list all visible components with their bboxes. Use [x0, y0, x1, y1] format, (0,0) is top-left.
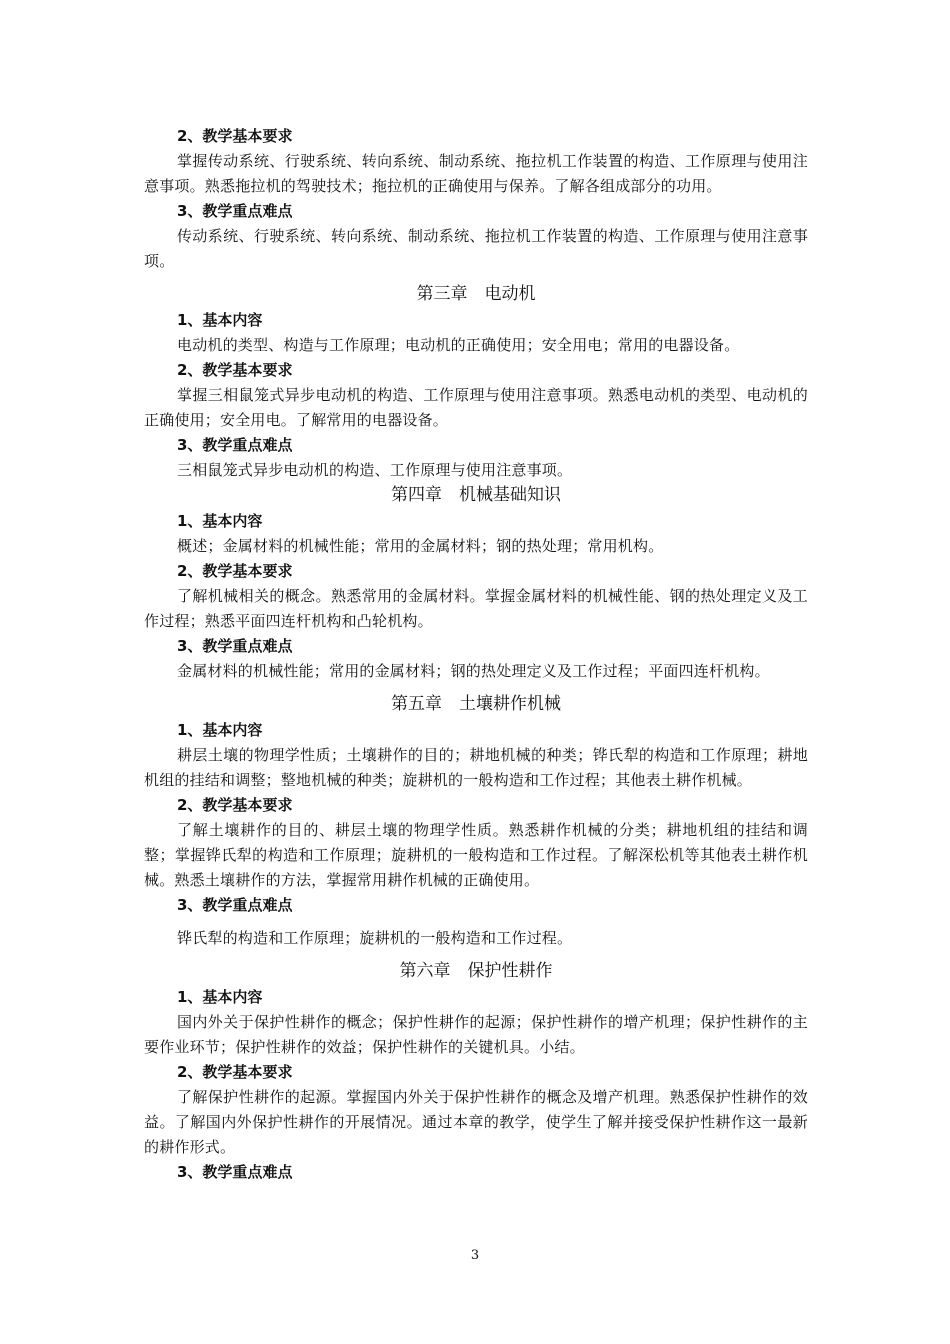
chapter-3-title: 第三章 电动机 — [416, 284, 536, 304]
ch5-key-points-text: 铧氏犁的构造和工作原理；旋耕机的一般构造和工作过程。 — [177, 929, 573, 947]
ch2-requirements-heading: 2、教学基本要求 — [177, 127, 293, 145]
ch5-content-heading: 1、基本内容 — [177, 721, 263, 739]
page-number: 3 — [470, 1248, 480, 1263]
chapter-6-title: 第六章 保护性耕作 — [399, 961, 553, 981]
ch3-requirements-text: 掌握三相鼠笼式异步电动机的构造、工作原理与使用注意事项。熟悉电动机的类型、电动机的正确使用；安全用电。了解常用的电器设备。 — [144, 386, 808, 429]
ch3-content-text: 电动机的类型、构造与工作原理；电动机的正确使用；安全用电；常用的电器设备。 — [177, 336, 740, 354]
ch5-key-points-heading: 3、教学重点难点 — [177, 896, 293, 914]
chapter-4-title: 第四章 机械基础知识 — [391, 485, 561, 505]
ch4-key-points-heading: 3、教学重点难点 — [177, 637, 293, 655]
page-content — [144, 124, 808, 1185]
ch3-requirements-heading: 2、教学基本要求 — [177, 361, 293, 379]
ch6-content-heading: 1、基本内容 — [177, 988, 263, 1006]
ch6-requirements-text: 了解保护性耕作的起源。掌握国内外关于保护性耕作的概念及增产机理。熟悉保护性耕作的效益。了解国内外保护性耕作的开展情况。通过本章的教学，使学生了解并接受保护性耕作这一最新的耕作形式。 — [144, 1088, 808, 1156]
ch5-requirements-heading: 2、教学基本要求 — [177, 796, 293, 814]
ch4-requirements-text: 了解机械相关的概念。熟悉常用的金属材料。掌握金属材料的机械性能、钢的热处理定义及工作过程；熟悉平面四连杆机构和凸轮机构。 — [144, 587, 808, 630]
ch4-content-text: 概述；金属材料的机械性能；常用的金属材料；钢的热处理；常用机构。 — [177, 537, 664, 555]
ch6-key-points-heading: 3、教学重点难点 — [177, 1163, 293, 1181]
ch4-requirements-heading: 2、教学基本要求 — [177, 562, 293, 580]
ch3-key-points-text: 三相鼠笼式异步电动机的构造、工作原理与使用注意事项。 — [177, 461, 573, 479]
ch2-key-points-text: 传动系统、行驶系统、转向系统、制动系统、拖拉机工作装置的构造、工作原理与使用注意事项。 — [144, 227, 808, 270]
ch4-content-heading: 1、基本内容 — [177, 512, 263, 530]
ch3-content-heading: 1、基本内容 — [177, 311, 263, 329]
ch6-content-text: 国内外关于保护性耕作的概念；保护性耕作的起源；保护性耕作的增产机理；保护性耕作的主要作业环节；保护性耕作的效益；保护性耕作的关键机具。小结。 — [144, 1013, 808, 1056]
ch6-requirements-heading: 2、教学基本要求 — [177, 1063, 293, 1081]
chapter-5-title: 第五章 土壤耕作机械 — [391, 694, 561, 714]
ch2-requirements-text: 掌握传动系统、行驶系统、转向系统、制动系统、拖拉机工作装置的构造、工作原理与使用注意事项。熟悉拖拉机的驾驶技术；拖拉机的正确使用与保养。了解各组成部分的功用。 — [144, 152, 808, 195]
ch5-requirements-text: 了解土壤耕作的目的、耕层土壤的物理学性质。熟悉耕作机械的分类；耕地机组的挂结和调整；掌握铧氏犁的构造和工作原理；旋耕机的一般构造和工作过程。了解深松机等其他表土耕作机械。熟悉土壤耕作的方法，掌握常用耕作机械的正确使用。 — [144, 821, 808, 889]
ch4-key-points-text: 金属材料的机械性能；常用的金属材料；钢的热处理定义及工作过程；平面四连杆机构。 — [177, 662, 770, 680]
ch2-key-points-heading: 3、教学重点难点 — [177, 202, 293, 220]
ch5-content-text: 耕层土壤的物理学性质；土壤耕作的目的；耕地机械的种类；铧氏犁的构造和工作原理；耕地机组的挂结和调整；整地机械的种类；旋耕机的一般构造和工作过程；其他表土耕作机械。 — [144, 746, 808, 789]
ch3-key-points-heading: 3、教学重点难点 — [177, 436, 293, 454]
